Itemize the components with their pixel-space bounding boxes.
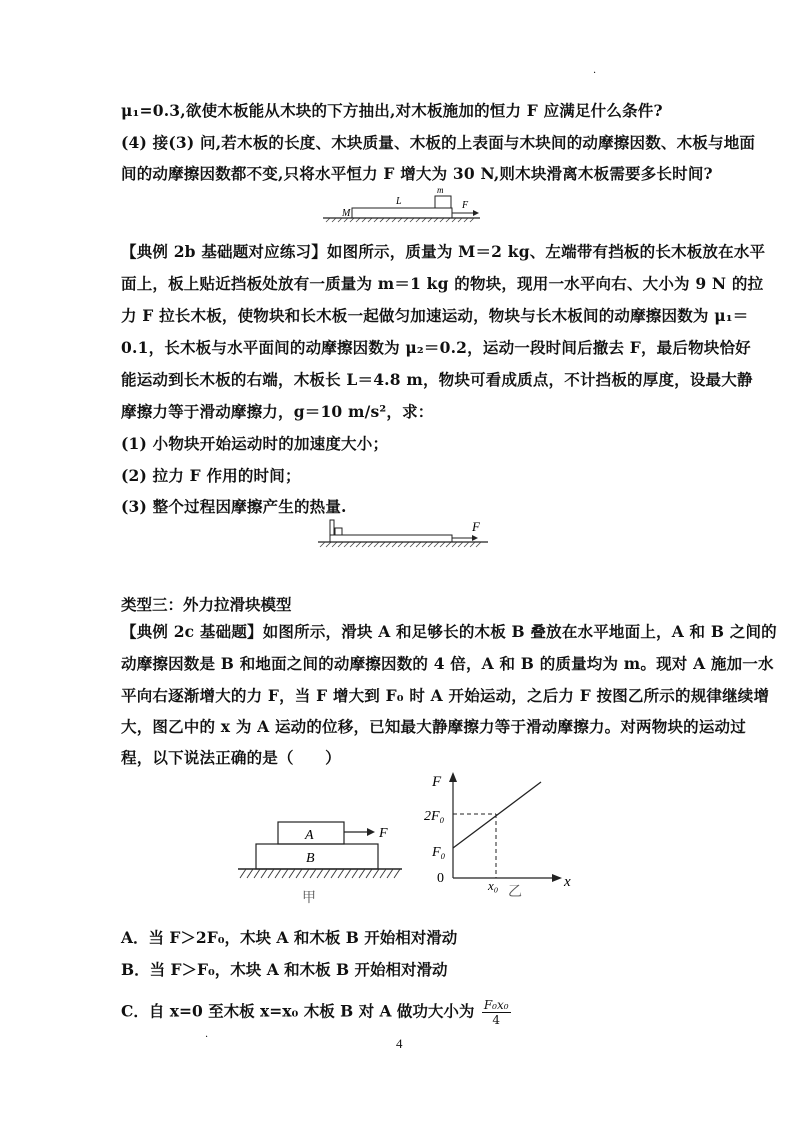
scan-dot-2: · (205, 1032, 209, 1043)
e2b-q2: (2) 拉力 F 作用的时间； (121, 466, 301, 485)
figure-stacked-blocks (232, 812, 412, 908)
board (352, 208, 452, 218)
y-axis-label: F (432, 774, 442, 790)
figure-f-x-graph (420, 770, 580, 908)
origin-label: 0 (437, 871, 444, 886)
f-x-line (453, 782, 541, 848)
e2b-line1: 【典例 2b 基础题对应练习】如图所示，质量为 M＝2 kg、左端带有挡板的长木板放在水平 (121, 242, 766, 261)
small-block (335, 528, 342, 535)
caption-yi: 乙 (508, 885, 522, 900)
e2b-line4: 0.1，长木板与水平面间的动摩擦因数为 μ₂＝0.2，运动一段时间后撤去 F，最后物块恰好 (121, 338, 751, 357)
label-A: A (305, 828, 314, 843)
p3-line1: μ₁=0.3,欲使木板能从木块的下方抽出,对木板施加的恒力 F 应满足什么条件? (121, 101, 663, 120)
option-a: A．当 F＞2F₀，木块 A 和木板 B 开始相对滑动 (121, 928, 458, 947)
scan-dot: · (593, 68, 597, 79)
section-heading: 类型三：外力拉滑块模型 (121, 596, 292, 614)
e2b-q3: (3) 整个过程因摩擦产生的热量. (121, 497, 347, 516)
label-m: m (437, 185, 444, 195)
label-M: M (342, 208, 351, 219)
page-number: 4 (396, 1036, 403, 1051)
option-b: B．当 F＞F₀，木块 A 和木板 B 开始相对滑动 (121, 960, 448, 979)
tick-x0: x₀ (488, 878, 499, 893)
e2b-line2: 面上，板上贴近挡板处放有一质量为 m＝1 kg 的物块，现用一水平向右、大小为 9 N 的拉 (121, 274, 764, 293)
e2c-line5: 程，以下说法正确的是（ ） (121, 748, 341, 767)
x-axis-arrow (552, 874, 562, 882)
e2b-line3: 力 F 拉长木板，使物块和长木板一起做匀加速运动，物块与长木板间的动摩擦因数为 μ₁＝ (121, 306, 749, 325)
x-axis-label: x (564, 874, 571, 890)
block (435, 196, 451, 208)
tick-2F0: 2F₀ (424, 809, 445, 824)
option-c-fraction (482, 998, 511, 1027)
fraction-numerator: F₀x₀ (483, 998, 509, 1012)
figure-board-baffle (314, 514, 494, 552)
fraction-denominator: 4 (492, 1013, 500, 1027)
e2b-q1: (1) 小物块开始运动时的加速度大小； (121, 434, 389, 453)
board-B (256, 844, 378, 869)
figure-board-block (318, 182, 488, 230)
e2c-line3: 平向右逐渐增大的力 F，当 F 增大到 F₀ 时 A 开始运动，之后力 F 按图乙所示的规律继续增 (121, 686, 770, 705)
label-B: B (306, 851, 315, 866)
y-axis-arrow (449, 772, 457, 782)
label-F: F (379, 826, 388, 841)
e2c-line2: 动摩擦因数是 B 和地面之间的动摩擦因数的 4 倍，A 和 B 的质量均为 m。现对 A 施加一水 (121, 654, 774, 673)
long-board (330, 535, 452, 542)
baffle (330, 520, 334, 535)
option-c (121, 998, 511, 1027)
force-arrow-head (473, 210, 479, 216)
tick-F0: F₀ (432, 845, 446, 860)
label-L: L (396, 196, 402, 207)
option-c-text: C．自 x=0 至木板 x=x₀ 木板 B 对 A 做功大小为 (121, 1001, 475, 1021)
caption-jia: 甲 (302, 891, 316, 906)
force-arrow-head (472, 535, 478, 541)
label-F: F (472, 519, 480, 534)
e2c-line4: 大，图乙中的 x 为 A 运动的位移，已知最大静摩擦力等于滑动摩擦力。对两物块的运动过 (121, 717, 746, 736)
force-arrow-head (367, 828, 375, 836)
label-F: F (462, 200, 469, 211)
p3-line2: (4) 接(3) 问,若木板的长度、木块质量、木板的上表面与木块间的动摩擦因数、木板与地面 (121, 133, 756, 152)
e2b-line6: 摩擦力等于滑动摩擦力，g＝10 m/s²，求： (121, 402, 434, 421)
e2b-line5: 能运动到长木板的右端，木板长 L＝4.8 m，物块可看成质点，不计挡板的厚度，设最大静 (121, 370, 753, 389)
p3-line3: 间的动摩擦因数都不变,只将水平恒力 F 增大为 30 N,则木块滑离木板需要多长时间? (121, 164, 713, 183)
e2c-line1: 【典例 2c 基础题】如图所示，滑块 A 和足够长的木板 B 叠放在水平地面上，A 和 B 之间的 (121, 622, 777, 641)
